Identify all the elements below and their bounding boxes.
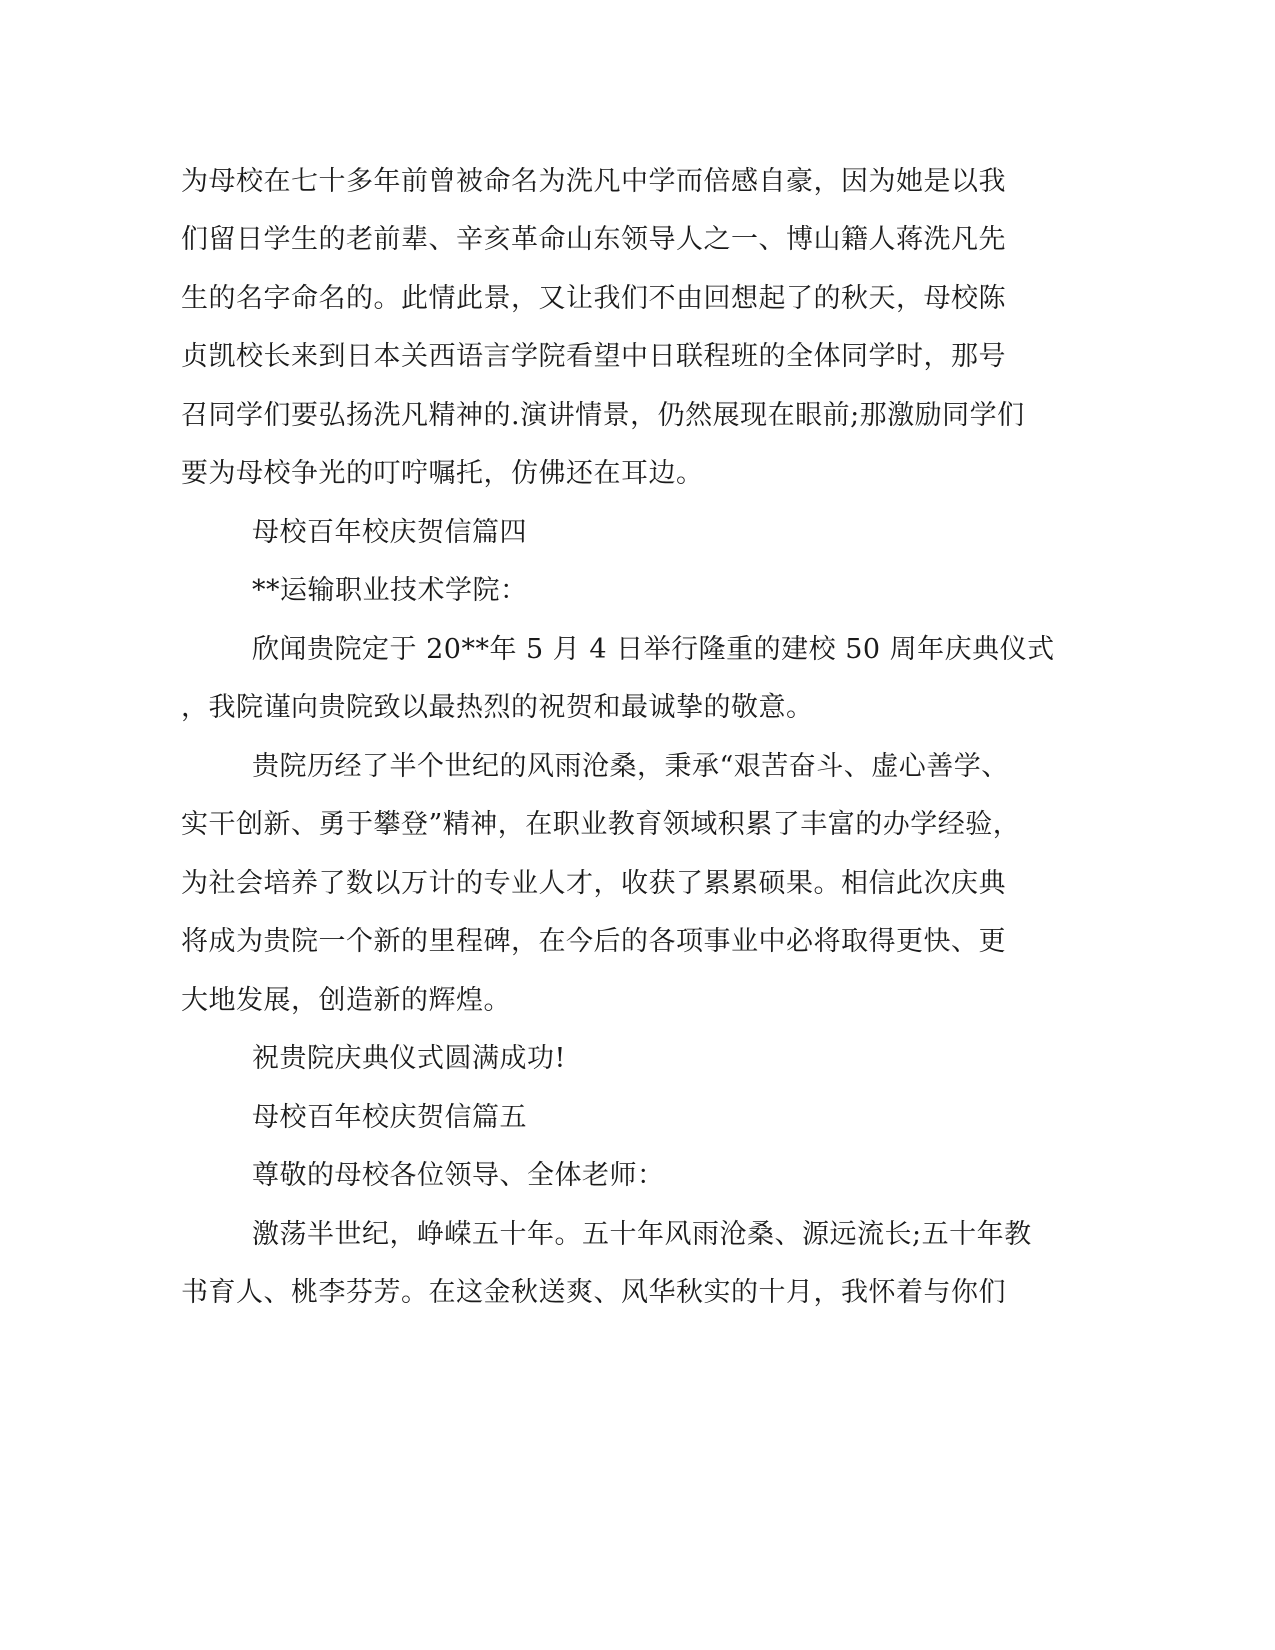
text-line: 要为母校争光的叮咛嘱托，仿佛还在耳边。 xyxy=(181,458,704,489)
text-line: 将成为贵院一个新的里程碑，在今后的各项事业中必将取得更快、更 xyxy=(181,926,1006,957)
section-heading: 母校百年校庆贺信篇四 xyxy=(252,517,527,548)
text-line: 为社会培养了数以万计的专业人才，收获了累累硕果。相信此次庆典 xyxy=(181,868,1006,899)
text-line: 祝贵院庆典仪式圆满成功! xyxy=(252,1043,566,1074)
text-line: 书育人、桃李芬芳。在这金秋送爽、风华秋实的十月，我怀着与你们 xyxy=(181,1277,1006,1308)
text-line: 生的名字命名的。此情此景，又让我们不由回想起了的秋天，母校陈 xyxy=(181,283,1006,314)
section-heading: 母校百年校庆贺信篇五 xyxy=(252,1102,527,1133)
text-line: 召同学们要弘扬洗凡精神的.演讲情景，仍然展现在眼前;那激励同学们 xyxy=(181,400,1025,431)
text-line: 为母校在七十多年前曾被命名为洗凡中学而倍感自豪，因为她是以我 xyxy=(181,166,1006,197)
text-line: ，我院谨向贵院致以最热烈的祝贺和最诚挚的敬意。 xyxy=(181,692,814,723)
text-line: 欣闻贵院定于 20**年 5 月 4 日举行隆重的建校 50 周年庆典仪式 xyxy=(252,634,1055,665)
text-line: 大地发展，创造新的辉煌。 xyxy=(181,985,511,1016)
text-line: 贞凯校长来到日本关西语言学院看望中日联程班的全体同学时，那号 xyxy=(181,341,1006,372)
letter-salutation: **运输职业技术学院： xyxy=(252,575,528,606)
letter-salutation: 尊敬的母校各位领导、全体老师： xyxy=(252,1160,665,1191)
text-line: 激荡半世纪，峥嵘五十年。五十年风雨沧桑、源远流长;五十年教 xyxy=(252,1219,1032,1250)
text-line: 实干创新、勇于攀登”精神，在职业教育领域积累了丰富的办学经验， xyxy=(181,809,1021,840)
text-line: 们留日学生的老前辈、辛亥革命山东领导人之一、博山籍人蒋洗凡先 xyxy=(181,224,1006,255)
text-line: 贵院历经了半个世纪的风雨沧桑，秉承“艰苦奋斗、虚心善学、 xyxy=(252,751,1009,782)
